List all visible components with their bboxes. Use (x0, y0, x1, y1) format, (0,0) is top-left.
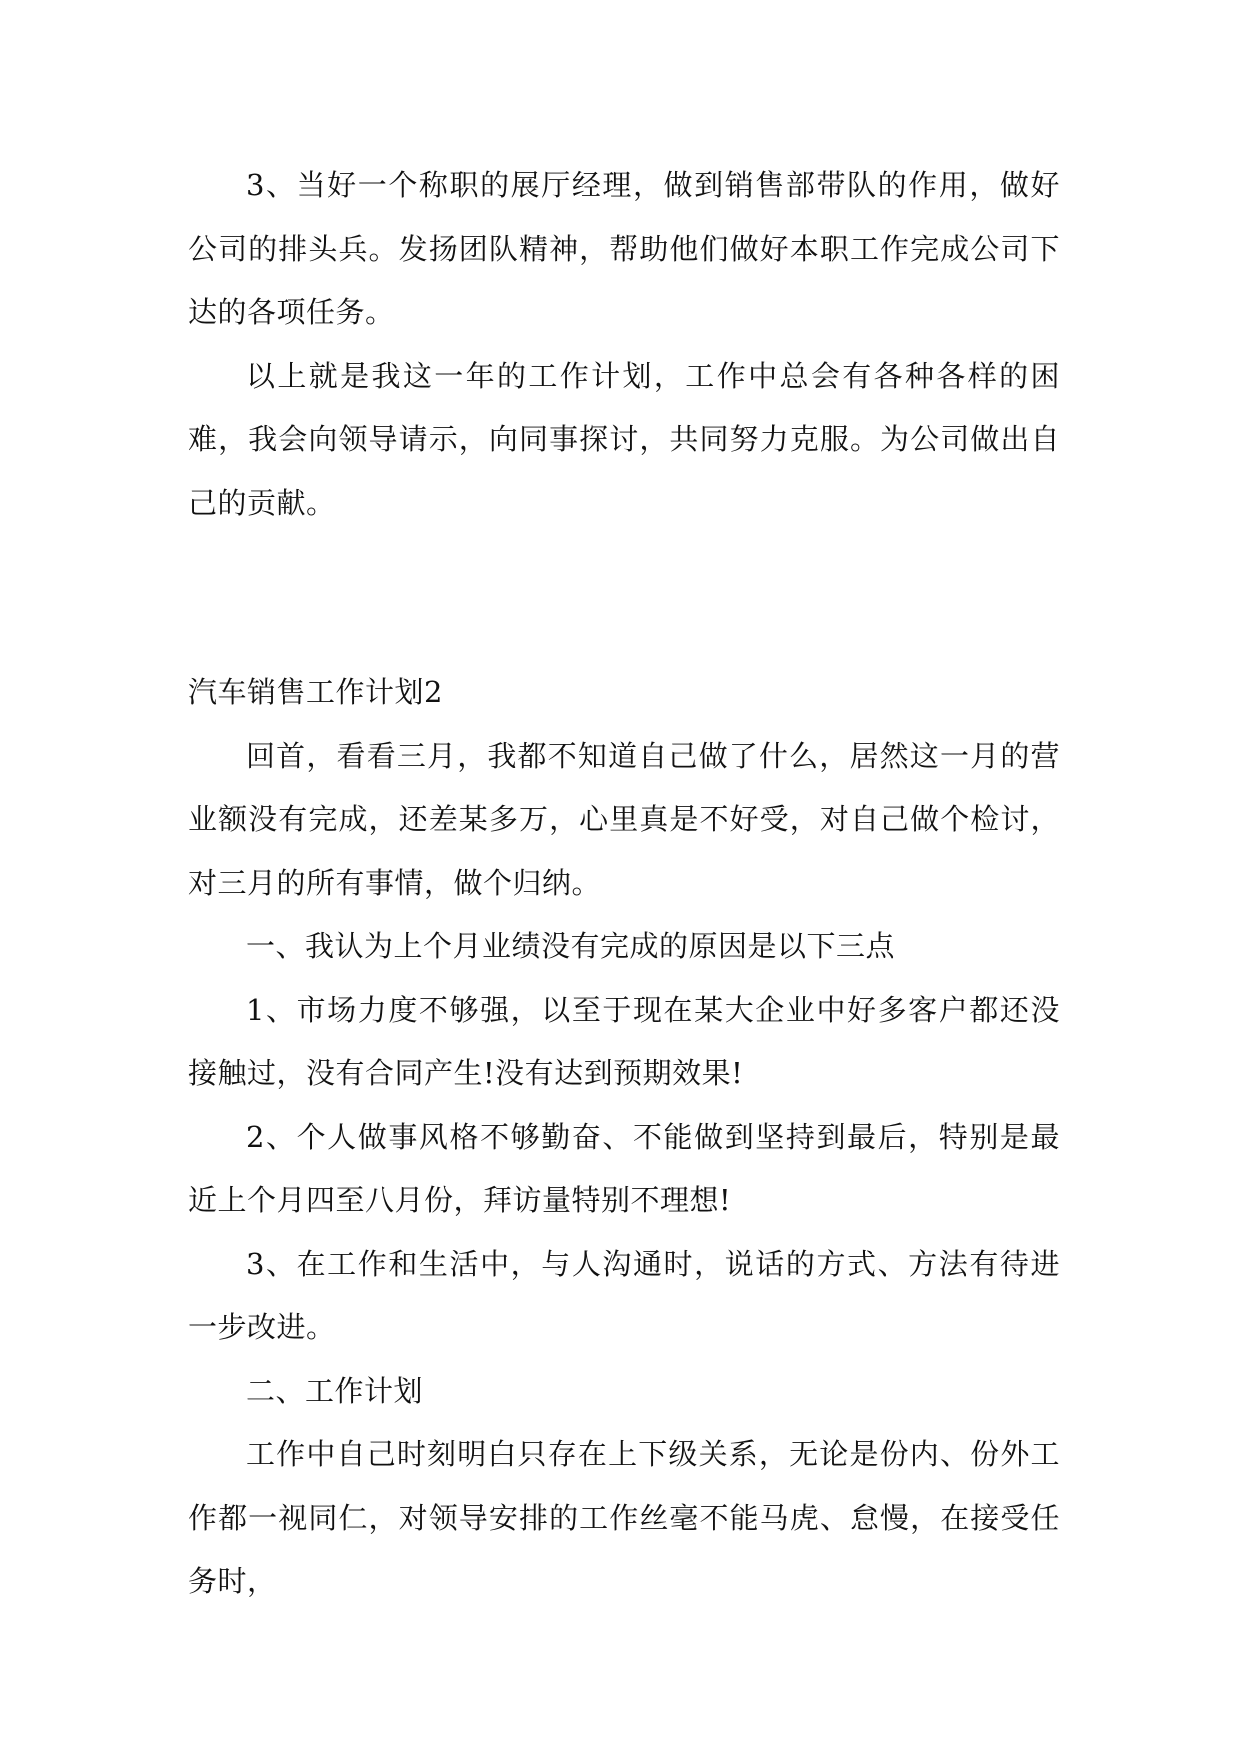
paragraph-year-plan-summary: 以上就是我这一年的工作计划，工作中总会有各种各样的困难，我会向领导请示，向同事探讨，共同努力克服。为公司做出自己的贡献。 (188, 358, 1060, 520)
paragraph-item-3-exhibition-manager: 3、当好一个称职的展厅经理，做到销售部带队的作用，做好公司的排头兵。发扬团队精神，帮助他们做好本职工作完成公司下达的各项任务。 (188, 168, 1060, 329)
section-spacer (188, 535, 1060, 661)
document-body (188, 154, 1060, 1614)
paragraph-reason-2: 2、个人做事风格不够勤奋、不能做到坚持到最后，特别是最近上个月四至八月份，拜访量特别不理想! (188, 1119, 1060, 1217)
paragraph-reason-1: 1、市场力度不够强，以至于现在某大企业中好多客户都还没接触过，没有合同产生!没有达到预期效果! (188, 992, 1060, 1090)
paragraph-work-plan-heading: 二、工作计划 (246, 1373, 424, 1408)
paragraph-work-plan-body: 工作中自己时刻明白只存在上下级关系，无论是份内、份外工作都一视同仁，对领导安排的工作丝毫不能马虎、怠慢，在接受任务时， (188, 1437, 1060, 1598)
paragraph-reasons-heading: 一、我认为上个月业绩没有完成的原因是以下三点 (246, 929, 896, 963)
section-title: 汽车销售工作计划2 (188, 675, 443, 709)
paragraph-march-review: 回首，看看三月，我都不知道自己做了什么，居然这一月的营业额没有完成，还差某多万，心里真是不好受，对自己做个检讨，对三月的所有事情，做个归纳。 (188, 738, 1060, 900)
paragraph-reason-3: 3、在工作和生活中，与人沟通时，说话的方式、方法有待进一步改进。 (188, 1246, 1060, 1344)
